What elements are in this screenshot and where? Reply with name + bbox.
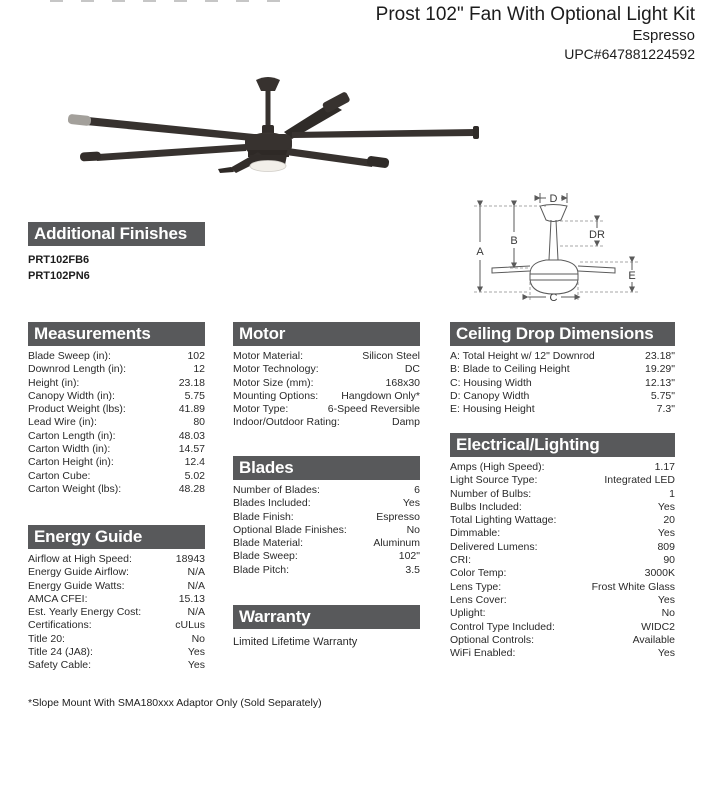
spec-label: Color Temp: <box>450 567 507 580</box>
spec-label: Canopy Width (in): <box>28 389 115 402</box>
warranty-text: Limited Lifetime Warranty <box>233 636 358 648</box>
spec-value: Yes <box>657 647 675 660</box>
product-upc: UPC#647881224592 <box>564 46 695 62</box>
diagram-label-e: E <box>628 270 636 282</box>
spec-label: WiFi Enabled: <box>450 647 516 660</box>
spec-value: 80 <box>193 416 205 429</box>
spec-row <box>233 484 420 497</box>
diagram-label-dr: DR <box>589 229 605 241</box>
spec-label: Safety Cable: <box>28 659 92 672</box>
spec-row <box>450 363 675 376</box>
spec-label: Optional Controls: <box>450 633 535 646</box>
spec-label: B: Blade to Ceiling Height <box>450 363 570 376</box>
spec-value: 90 <box>663 554 675 567</box>
spec-label: Carton Weight (lbs): <box>28 482 122 495</box>
section-blades <box>233 456 420 577</box>
spec-label: Number of Blades: <box>233 484 320 496</box>
spec-label: Blade Sweep: <box>233 550 298 563</box>
spec-label: Motor Material: <box>233 350 304 362</box>
spec-row <box>28 403 205 416</box>
slope-mount-footnote: *Slope Mount With SMA180xxx Adaptor Only (Sold Separately) <box>28 697 322 709</box>
spec-value: 19.29" <box>644 363 675 376</box>
spec-label: Title 24 (JA8): <box>28 646 93 659</box>
spec-label: Blade Finish: <box>233 510 294 523</box>
spec-value: 6 <box>414 484 420 496</box>
spec-row <box>28 659 205 672</box>
spec-label: A: Total Height w/ 12" Downrod <box>450 350 595 362</box>
spec-label: AMCA CFEI: <box>28 592 88 605</box>
spec-value: 1 <box>669 487 675 500</box>
spec-label: Blade Sweep (in): <box>28 350 111 362</box>
spec-row <box>28 456 205 469</box>
spec-value: 12.13" <box>644 376 675 389</box>
spec-value: 15.13 <box>178 592 205 605</box>
blades-rows <box>233 484 420 577</box>
spec-value: Yes <box>402 497 420 510</box>
spec-value: WIDC2 <box>641 620 675 633</box>
spec-label: Est. Yearly Energy Cost: <box>28 606 142 619</box>
spec-label: Dimmable: <box>450 527 501 540</box>
spec-row <box>450 488 675 501</box>
spec-label: Control Type Included: <box>450 620 555 633</box>
spec-row <box>233 564 420 577</box>
spec-value: 12.4 <box>184 456 205 469</box>
spec-row <box>450 390 675 403</box>
cropped-logo-strip <box>50 0 298 2</box>
spec-label: Carton Height (in): <box>28 456 114 469</box>
spec-row <box>28 619 205 632</box>
spec-row <box>28 646 205 659</box>
spec-value: Yes <box>657 527 675 540</box>
spec-row <box>28 416 205 429</box>
finish-item: PRT102PN6 <box>28 270 90 282</box>
spec-value: No <box>406 523 420 536</box>
finish-items <box>28 252 205 284</box>
spec-value: Damp <box>391 416 420 429</box>
spec-value: 20 <box>663 514 675 527</box>
spec-row <box>450 607 675 620</box>
spec-label: Lens Cover: <box>450 593 507 606</box>
spec-label: Indoor/Outdoor Rating: <box>233 416 340 429</box>
spec-label: Height (in): <box>28 376 80 389</box>
spec-value: 6-Speed Reversible <box>327 403 420 416</box>
section-header-ceiling-drop: Ceiling Drop Dimensions <box>450 322 675 346</box>
spec-value: 14.57 <box>178 443 205 456</box>
spec-row <box>450 514 675 527</box>
spec-label: Blades Included: <box>233 497 311 510</box>
spec-label: Carton Length (in): <box>28 429 116 442</box>
section-header-measurements: Measurements <box>28 322 205 346</box>
spec-value: Yes <box>657 593 675 606</box>
spec-row <box>233 416 420 429</box>
spec-value: Silicon Steel <box>362 350 420 362</box>
section-additional-finishes <box>28 222 205 284</box>
spec-value: 23.18" <box>644 350 675 362</box>
spec-row <box>28 443 205 456</box>
spec-label: Airflow at High Speed: <box>28 553 132 565</box>
spec-label: Downrod Length (in): <box>28 363 127 376</box>
spec-value: N/A <box>187 566 205 579</box>
spec-value: No <box>191 632 205 645</box>
spec-value: 102 <box>187 350 205 362</box>
section-electrical-lighting <box>450 433 675 660</box>
spec-label: Total Lighting Wattage: <box>450 514 557 527</box>
spec-label: Lens Type: <box>450 580 502 593</box>
section-header-motor: Motor <box>233 322 420 346</box>
spec-row <box>450 554 675 567</box>
section-header-electrical: Electrical/Lighting <box>450 433 675 457</box>
spec-label: Delivered Lumens: <box>450 540 538 553</box>
spec-label: CRI: <box>450 554 471 567</box>
spec-label: Mounting Options: <box>233 389 319 402</box>
spec-row <box>450 377 675 390</box>
spec-row <box>28 566 205 579</box>
diagram-label-c: C <box>549 292 558 304</box>
spec-label: Motor Technology: <box>233 363 319 376</box>
spec-row <box>450 461 675 474</box>
spec-row <box>233 403 420 416</box>
spec-value: 3.5 <box>405 563 420 576</box>
fan-product-image <box>40 70 490 215</box>
spec-label: Carton Cube: <box>28 469 91 482</box>
product-title: Prost 102" Fan With Optional Light Kit <box>375 4 695 25</box>
section-header-additional-finishes: Additional Finishes <box>28 222 205 246</box>
section-warranty <box>233 605 420 648</box>
spec-row <box>28 606 205 619</box>
spec-value: Yes <box>657 500 675 513</box>
spec-value: Yes <box>187 659 205 672</box>
diagram-label-b: B <box>510 235 518 247</box>
spec-value: 1.17 <box>654 461 675 473</box>
spec-row <box>233 377 420 390</box>
motor-rows <box>233 350 420 430</box>
spec-value: 809 <box>657 540 675 553</box>
spec-value: Yes <box>187 646 205 659</box>
diagram-label-d: D <box>549 193 558 205</box>
spec-value: Espresso <box>376 510 420 523</box>
spec-row <box>450 350 675 363</box>
spec-row <box>450 527 675 540</box>
spec-row <box>233 363 420 376</box>
spec-row <box>233 550 420 563</box>
section-energy-guide <box>28 525 205 673</box>
spec-row <box>233 537 420 550</box>
spec-label: Certifications: <box>28 619 92 632</box>
spec-value: 3000K <box>644 567 675 580</box>
measurements-rows <box>28 350 205 496</box>
spec-row <box>450 581 675 594</box>
spec-row <box>28 553 205 566</box>
spec-row <box>28 580 205 593</box>
spec-value: No <box>661 607 675 620</box>
spec-value: 5.02 <box>184 469 205 482</box>
ceiling-drop-diagram <box>448 184 668 314</box>
spec-row <box>233 350 420 363</box>
spec-label: Number of Bulbs: <box>450 487 532 500</box>
spec-label: Lead Wire (in): <box>28 416 97 429</box>
spec-row <box>450 594 675 607</box>
spec-label: Bulbs Included: <box>450 500 522 513</box>
product-finish: Espresso <box>632 27 695 44</box>
spec-row <box>28 350 205 363</box>
spec-row <box>28 483 205 496</box>
spec-row <box>28 377 205 390</box>
spec-value: 23.18 <box>178 376 205 389</box>
spec-value: 48.28 <box>178 482 205 495</box>
section-motor <box>233 322 420 430</box>
spec-label: Light Source Type: <box>450 474 538 487</box>
finish-item: PRT102FB6 <box>28 254 90 266</box>
spec-row <box>450 621 675 634</box>
spec-label: Blade Pitch: <box>233 563 290 576</box>
spec-value: 12 <box>193 363 205 376</box>
spec-row <box>28 430 205 443</box>
spec-row <box>233 497 420 510</box>
spec-value: N/A <box>187 606 205 619</box>
spec-value: Aluminum <box>373 537 420 550</box>
spec-value: 102" <box>398 550 420 563</box>
spec-label: Amps (High Speed): <box>450 461 545 473</box>
spec-label: Motor Size (mm): <box>233 376 314 389</box>
spec-label: Energy Guide Airflow: <box>28 566 129 579</box>
spec-value: Frost White Glass <box>591 580 675 593</box>
spec-row <box>28 363 205 376</box>
spec-value: 41.89 <box>178 403 205 416</box>
energy-guide-rows <box>28 553 205 673</box>
section-header-energy-guide: Energy Guide <box>28 525 205 549</box>
spec-row <box>233 511 420 524</box>
spec-value: 5.75" <box>650 389 675 402</box>
spec-row <box>450 403 675 416</box>
spec-value: Integrated LED <box>604 474 675 487</box>
section-ceiling-drop-dimensions <box>450 322 675 416</box>
section-measurements <box>28 322 205 496</box>
spec-label: Energy Guide Watts: <box>28 579 125 592</box>
spec-row <box>28 390 205 403</box>
spec-row <box>450 567 675 580</box>
section-header-blades: Blades <box>233 456 420 480</box>
spec-row <box>450 541 675 554</box>
spec-label: Optional Blade Finishes: <box>233 523 347 536</box>
diagram-label-a: A <box>476 246 484 258</box>
spec-row <box>450 474 675 487</box>
spec-label: Blade Material: <box>233 537 304 550</box>
spec-value: DC <box>404 363 420 376</box>
section-header-warranty: Warranty <box>233 605 420 629</box>
spec-label: D: Canopy Width <box>450 389 530 402</box>
spec-label: Carton Width (in): <box>28 443 111 456</box>
spec-value: 18943 <box>175 553 205 565</box>
spec-value: 7.3" <box>656 403 675 416</box>
spec-label: Title 20: <box>28 632 65 645</box>
spec-row <box>28 593 205 606</box>
spec-value: 48.03 <box>178 429 205 442</box>
spec-row <box>450 634 675 647</box>
spec-value: Available <box>632 633 675 646</box>
spec-label: Motor Type: <box>233 403 289 416</box>
spec-row <box>28 633 205 646</box>
spec-value: cULus <box>175 619 205 632</box>
spec-row <box>450 501 675 514</box>
spec-row <box>28 470 205 483</box>
spec-label: E: Housing Height <box>450 403 535 416</box>
spec-row <box>233 524 420 537</box>
spec-value: N/A <box>187 579 205 592</box>
spec-label: C: Housing Width <box>450 376 532 389</box>
spec-label: Uplight: <box>450 607 486 620</box>
title-block <box>376 3 695 63</box>
spec-row <box>450 647 675 660</box>
spec-row <box>233 390 420 403</box>
spec-label: Product Weight (lbs): <box>28 403 126 416</box>
electrical-rows <box>450 461 675 660</box>
spec-value: 5.75 <box>184 389 205 402</box>
spec-value: Hangdown Only* <box>341 389 420 402</box>
ceiling-drop-rows <box>450 350 675 416</box>
spec-value: 168x30 <box>385 376 420 389</box>
